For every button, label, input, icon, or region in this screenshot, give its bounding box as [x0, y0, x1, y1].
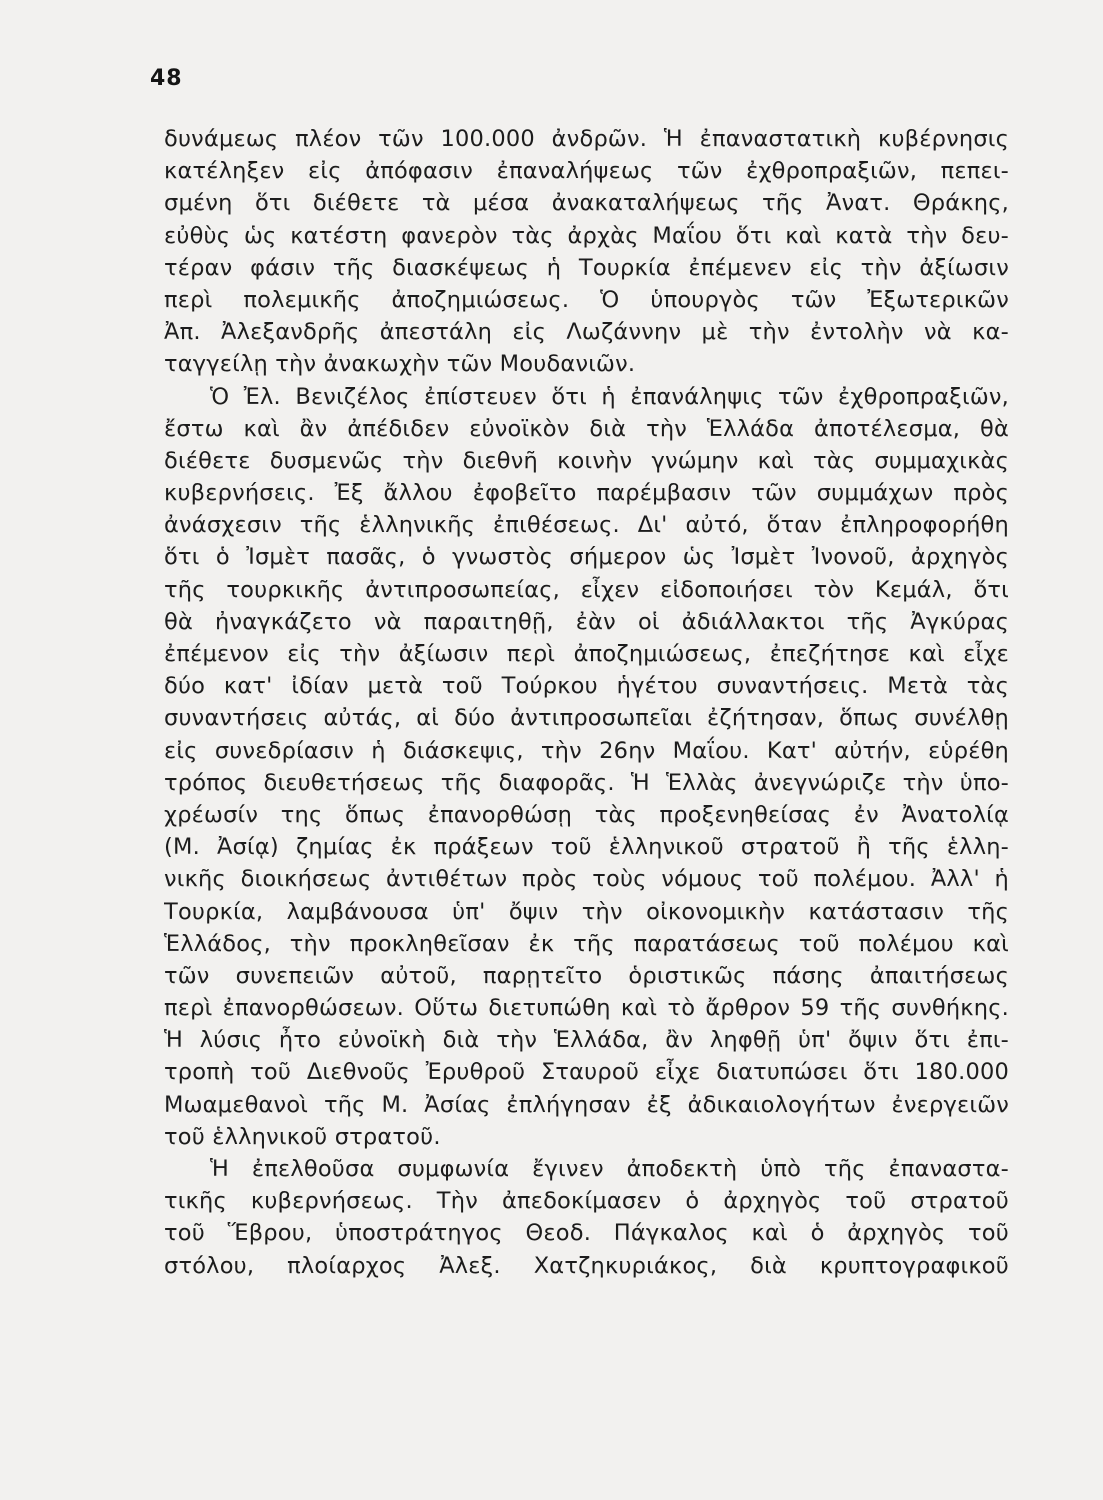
text-line: Ἑλλάδος, τὴν προκληθεῖσαν ἐκ τῆς παρατάσεως τοῦ πολέμου καὶ	[164, 930, 1009, 957]
text-line: τῆς τουρκικῆς ἀντιπροσωπείας, εἶχεν εἰδοποιήσει τὸν Κεμάλ, ὅτι	[164, 576, 1009, 603]
text-line: ἔστω καὶ ἂν ἀπέδιδεν εὐνοϊκὸν διὰ τὴν Ἑλλάδα ἀποτέλεσμα, θὰ	[164, 415, 1009, 442]
text-line: στόλου, πλοίαρχος Ἀλεξ. Χατζηκυριάκος, διὰ κρυπτογραφικοῦ	[164, 1252, 1009, 1279]
text-line: τικῆς κυβερνήσεως. Τὴν ἀπεδοκίμασεν ὁ ἀρχηγὸς τοῦ στρατοῦ	[164, 1188, 1009, 1215]
text-line: ἀνάσχεσιν τῆς ἑλληνικῆς ἐπιθέσεως. Δι' αὐτό, ὅταν ἐπληροφορήθη	[164, 512, 1009, 539]
text-line: δυνάμεως πλέον τῶν 100.000 ἀνδρῶν. Ἡ ἐπαναστατικὴ κυβέρνησις	[164, 126, 1009, 152]
text-line: χρέωσίν της ὅπως ἐπανορθώσῃ τὰς προξενηθείσας ἐν Ἀνατολίᾳ	[164, 801, 1009, 828]
text-line: ταγγείλῃ τὴν ἀνακωχὴν τῶν Μουδανιῶν.	[164, 351, 636, 378]
text-line: διέθετε δυσμενῶς τὴν διεθνῆ κοινὴν γνώμην καὶ τὰς συμμαχικὰς	[164, 447, 1009, 474]
text-line: δύο κατ' ἰδίαν μετὰ τοῦ Τούρκου ἡγέτου συναντήσεις. Μετὰ τὰς	[164, 673, 1009, 700]
text-line: τοῦ Ἕβρου, ὑποστράτηγος Θεοδ. Πάγκαλος καὶ ὁ ἀρχηγὸς τοῦ	[164, 1220, 1009, 1247]
text-line: τοῦ ἑλληνικοῦ στρατοῦ.	[164, 1123, 441, 1150]
text-line: νικῆς διοικήσεως ἀντιθέτων πρὸς τοὺς νόμους τοῦ πολέμου. Ἀλλ' ἡ	[164, 866, 1009, 893]
text-line: κατέληξεν εἰς ἀπόφασιν ἐπαναλήψεως τῶν ἐχθροπραξιῶν, πεπει-	[164, 158, 1009, 185]
body-text	[164, 123, 1009, 1282]
text-line: σμένη ὅτι διέθετε τὰ μέσα ἀνακαταλήψεως τῆς Ἀνατ. Θράκης,	[164, 190, 1009, 217]
text-line: τρόπος διευθετήσεως τῆς διαφορᾶς. Ἡ Ἑλλὰς ἀνεγνώριζε τὴν ὑπο-	[164, 769, 1009, 796]
text-line: Ἀπ. Ἀλεξανδρῆς ἀπεστάλη εἰς Λωζάννην μὲ τὴν ἐντολὴν νὰ κα-	[164, 319, 1009, 346]
text-line: Τουρκία, λαμβάνουσα ὑπ' ὄψιν τὴν οἰκονομικὴν κατάστασιν τῆς	[164, 898, 1009, 925]
text-line: εἰς συνεδρίασιν ἡ διάσκεψις, τὴν 26ην Μαΐου. Κατ' αὐτήν, εὑρέθη	[164, 737, 1009, 764]
text-line: (Μ. Ἀσίᾳ) ζημίας ἐκ πράξεων τοῦ ἑλληνικοῦ στρατοῦ ἢ τῆς ἑλλη-	[164, 834, 1009, 861]
text-line: τέραν φάσιν τῆς διασκέψεως ἡ Τουρκία ἐπέμενεν εἰς τὴν ἀξίωσιν	[164, 254, 1009, 281]
text-line: περὶ πολεμικῆς ἀποζημιώσεως. Ὁ ὑπουργὸς τῶν Ἐξωτερικῶν	[164, 286, 1009, 313]
text-line: τῶν συνεπειῶν αὐτοῦ, παρῃτεῖτο ὁριστικῶς πάσης ἀπαιτήσεως	[164, 962, 1009, 989]
text-line: θὰ ἠναγκάζετο νὰ παραιτηθῇ, ἐὰν οἱ ἀδιάλλακτοι τῆς Ἀγκύρας	[164, 608, 1009, 635]
text-line: Ὁ Ἐλ. Βενιζέλος ἐπίστευεν ὅτι ἡ ἐπανάληψις τῶν ἐχθροπραξιῶν,	[210, 383, 1009, 410]
text-line: Ἡ ἐπελθοῦσα συμφωνία ἔγινεν ἀποδεκτὴ ὑπὸ τῆς ἐπαναστα-	[210, 1156, 1009, 1182]
text-line: εὐθὺς ὡς κατέστη φανερὸν τὰς ἀρχὰς Μαΐου ὅτι καὶ κατὰ τὴν δευ-	[164, 222, 1009, 249]
text-line: Μωαμεθανοὶ τῆς Μ. Ἀσίας ἐπλήγησαν ἐξ ἀδικαιολογήτων ἐνεργειῶν	[164, 1091, 1009, 1118]
page-number: 48	[150, 66, 183, 91]
text-line: τροπὴ τοῦ Διεθνοῦς Ἐρυθροῦ Σταυροῦ εἶχε διατυπώσει ὅτι 180.000	[164, 1059, 1009, 1086]
text-line: συναντήσεις αὐτάς, αἱ δύο ἀντιπροσωπεῖαι ἐζήτησαν, ὅπως συνέλθῃ	[164, 705, 1009, 732]
text-line: κυβερνήσεις. Ἐξ ἄλλου ἐφοβεῖτο παρέμβασιν τῶν συμμάχων πρὸς	[164, 480, 1009, 507]
text-line: περὶ ἐπανορθώσεων. Οὕτω διετυπώθη καὶ τὸ ἄρθρον 59 τῆς συνθήκης.	[164, 995, 1009, 1022]
text-line: ὅτι ὁ Ἰσμὲτ πασᾶς, ὁ γνωστὸς σήμερον ὡς Ἰσμὲτ Ἰνονοῦ, ἀρχηγὸς	[164, 544, 1009, 571]
text-line: Ἡ λύσις ἦτο εὐνοϊκὴ διὰ τὴν Ἑλλάδα, ἂν ληφθῇ ὑπ' ὄψιν ὅτι ἐπι-	[164, 1027, 1009, 1054]
text-line: ἐπέμενον εἰς τὴν ἀξίωσιν περὶ ἀποζημιώσεως, ἐπεζήτησε καὶ εἶχε	[164, 641, 1009, 667]
